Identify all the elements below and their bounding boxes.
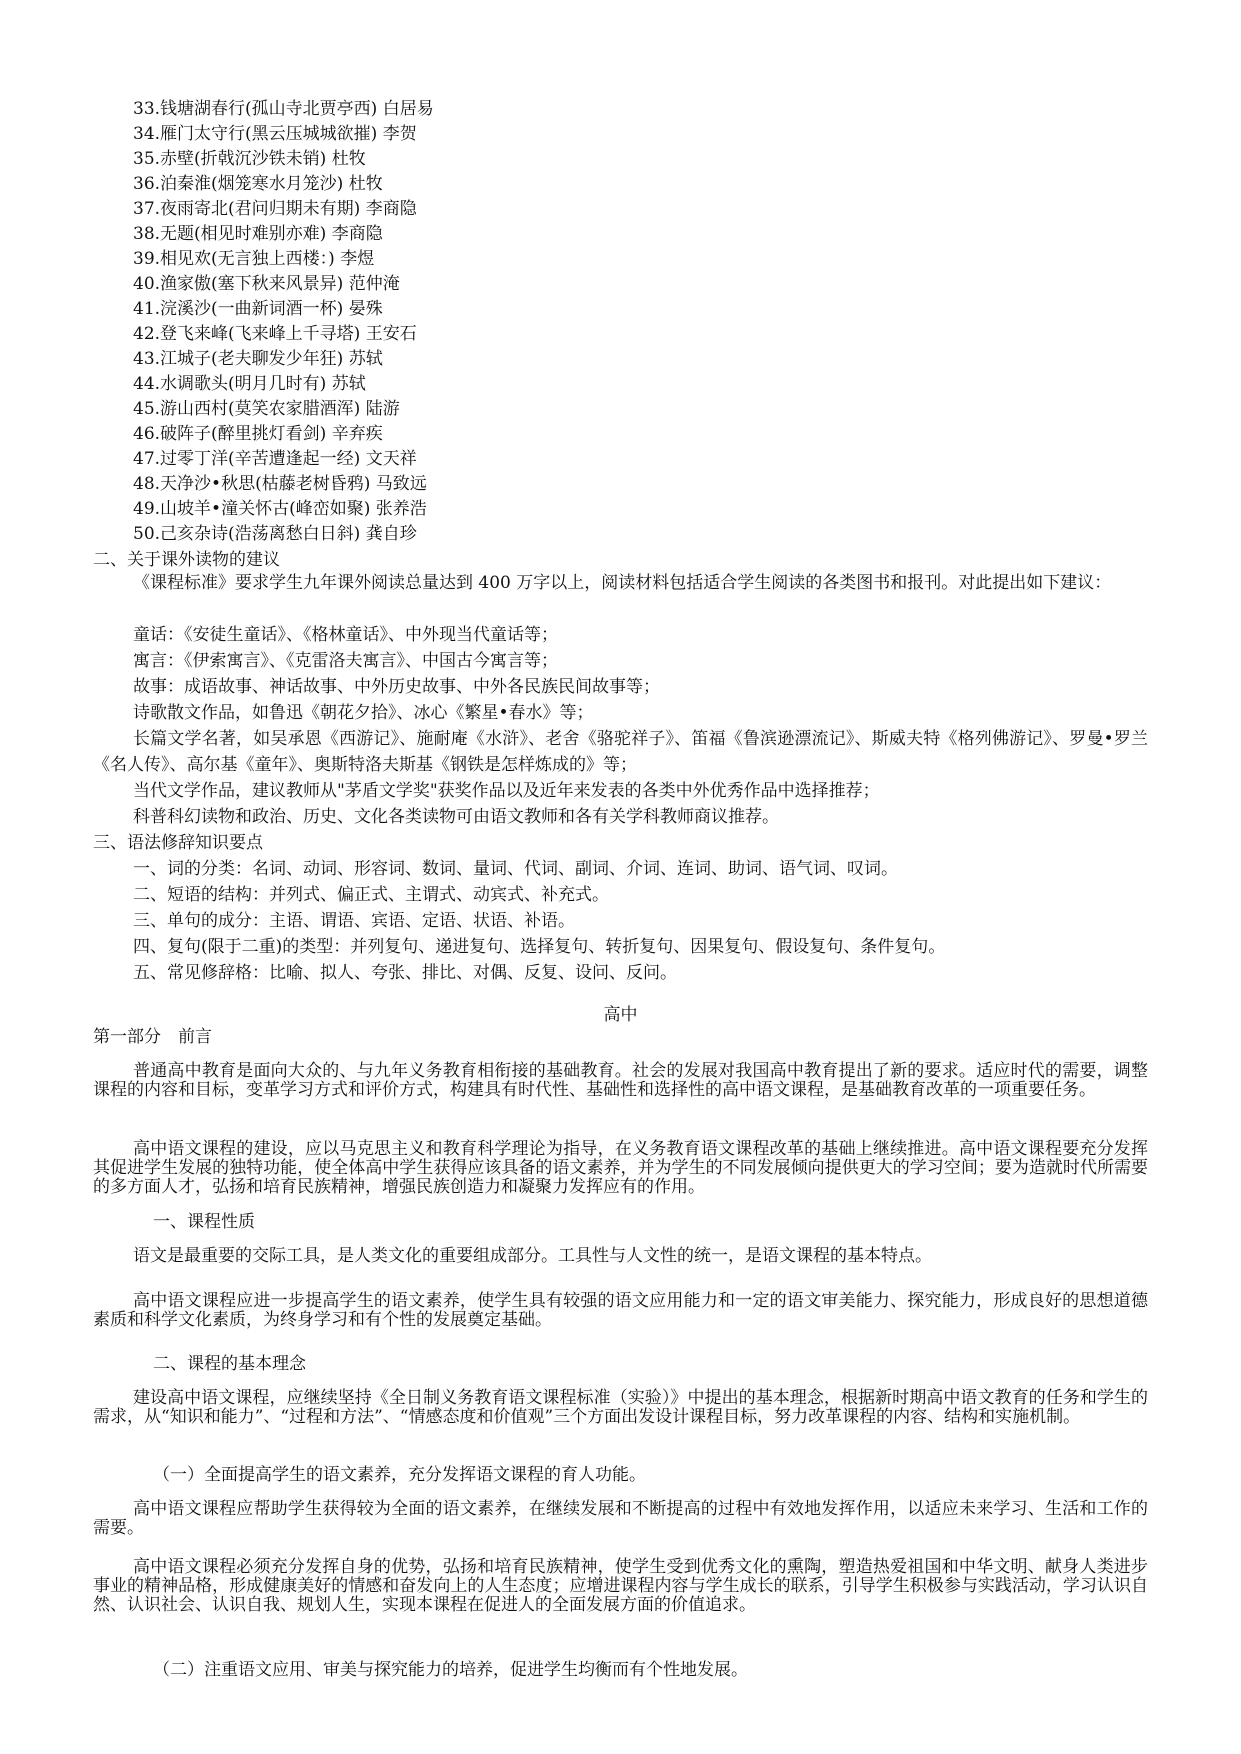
list-item: 44.水调歌头(明月几时有) 苏轼 — [133, 374, 366, 394]
list-item: 35.赤壁(折戟沉沙铁未销) 杜牧 — [133, 149, 366, 169]
body-paragraph: 高中语文课程应帮助学生获得较为全面的语文素养，在继续发展和不断提高的过程中有效地发挥作用，以适应未来学习、生活和工作的需要。 — [93, 1499, 1148, 1538]
list-item: 39.相见欢(无言独上西楼：) 李煜 — [133, 249, 375, 269]
body-paragraph: 建设高中语文课程，应继续坚持《全日制义务教育语文课程标准（实验）》中提出的基本理念，根据新时期高中语文教育的任务和学生的需求，从“知识和能力”、“过程和方法”、“情感态度和价值观”三个方面出发设计课程目标，努力改革课程的内容、结构和实施机制。 — [93, 1388, 1148, 1427]
poem-list — [133, 97, 434, 547]
list-item: 50.己亥杂诗(浩荡离愁白日斜) 龚自珍 — [133, 524, 417, 544]
subsection-heading: 一、课程性质 — [153, 1212, 255, 1232]
list-item: 41.浣溪沙(一曲新词酒一杯) 晏殊 — [133, 299, 383, 319]
reading-item: 童话：《安徒生童话》、《格林童话》、中外现当代童话等； — [133, 625, 558, 645]
body-paragraph: 语文是最重要的交际工具，是人类文化的重要组成部分。工具性与人文性的统一，是语文课程的基本特点。 — [133, 1246, 932, 1266]
list-item: 37.夜雨寄北(君问归期未有期) 李商隐 — [133, 199, 417, 219]
reading-science: 科普科幻读物和政治、历史、文化各类读物可由语文教师和各有关学科教师商议推荐。 — [133, 807, 779, 827]
list-item: 49.山坡羊•潼关怀古(峰峦如聚) 张养浩 — [133, 499, 427, 519]
list-item: 34.雁门太守行(黑云压城城欲摧) 李贺 — [133, 124, 417, 144]
list-item: 38.无题(相见时难别亦难) 李商隐 — [133, 224, 383, 244]
body-paragraph: 高中语文课程应进一步提高学生的语文素养，使学生具有较强的语文应用能力和一定的语文审美能力、探究能力，形成良好的思想道德素质和科学文化素质，为终身学习和有个性的发展奠定基础。 — [93, 1291, 1148, 1330]
list-item: 47.过零丁洋(辛苦遭逢起一经) 文天祥 — [133, 449, 417, 469]
list-item: 43.江城子(老夫聊发少年狂) 苏轼 — [133, 349, 383, 369]
principle-heading: （一）全面提高学生的语文素养，充分发挥语文课程的育人功能。 — [153, 1465, 646, 1485]
principle-heading: （二）注重语文应用、审美与探究能力的培养，促进学生均衡而有个性地发展。 — [153, 1660, 748, 1680]
reading-novels: 长篇文学名著，如吴承恩《西游记》、施耐庵《水浒》、老舍《骆驼祥子》、笛福《鲁滨逊漂流记》、斯威夫特《格列佛游记》、罗曼•罗兰《名人传》、高尔基《童年》、奥斯特洛夫斯基《钢铁是怎样炼成的》等； — [93, 729, 1148, 775]
grammar-item: 二、短语的结构：并列式、偏正式、主谓式、动宾式、补充式。 — [133, 885, 609, 905]
reading-item: 故事：成语故事、神话故事、中外历史故事、中外各民族民间故事等； — [133, 677, 660, 697]
reading-contemporary: 当代文学作品，建议教师从"茅盾文学奖"获奖作品以及近年来发表的各类中外优秀作品中选择推荐； — [133, 781, 880, 801]
list-item: 46.破阵子(醉里挑灯看剑) 辛弃疾 — [133, 424, 383, 444]
page-title: 高中 — [603, 1005, 638, 1025]
list-item: 36.泊秦淮(烟笼寒水月笼沙) 杜牧 — [133, 174, 383, 194]
grammar-item: 四、复句(限于二重)的类型：并列复句、递进复句、选择复句、转折复句、因果复句、假设复句、条件复句。 — [133, 937, 946, 957]
section-heading-reading: 二、关于课外读物的建议 — [93, 550, 280, 570]
list-item: 42.登飞来峰(飞来峰上千寻塔) 王安石 — [133, 324, 417, 344]
part-heading: 第一部分 前言 — [93, 1027, 212, 1047]
list-item: 48.天净沙•秋思(枯藤老树昏鸦) 马致远 — [133, 474, 427, 494]
subsection-heading: 二、课程的基本理念 — [153, 1354, 306, 1374]
reading-intro: 《课程标准》要求学生九年课外阅读总量达到 400 万字以上，阅读材料包括适合学生阅读的各类图书和报刊。对此提出如下建议： — [133, 573, 1112, 593]
reading-item: 诗歌散文作品，如鲁迅《朝花夕拾》、冰心《繁星•春水》等； — [133, 703, 594, 723]
body-paragraph: 高中语文课程必须充分发挥自身的优势，弘扬和培育民族精神，使学生受到优秀文化的熏陶，塑造热爱祖国和中华文明、献身人类进步事业的精神品格，形成健康美好的情感和奋发向上的人生态度；应增进课程内容与学生成长的联系，引导学生积极参与实践活动，学习认识自然、认识社会、认识自我、规划人生，实现本课程在促进人的全面发展方面的价值追求。 — [93, 1557, 1148, 1615]
list-item: 40.渔家傲(塞下秋来风景异) 范仲淹 — [133, 274, 400, 294]
list-item: 33.钱塘湖春行(孤山寺北贾亭西) 白居易 — [133, 99, 434, 119]
list-item: 45.游山西村(莫笑农家腊酒浑) 陆游 — [133, 399, 400, 419]
reading-item: 寓言：《伊索寓言》、《克雷洛夫寓言》、中国古今寓言等； — [133, 651, 558, 671]
grammar-item: 三、单句的成分：主语、谓语、宾语、定语、状语、补语。 — [133, 911, 575, 931]
section-heading-grammar: 三、语法修辞知识要点 — [93, 833, 263, 853]
grammar-item: 五、常见修辞格：比喻、拟人、夸张、排比、对偶、反复、设问、反问。 — [133, 963, 677, 983]
preface-paragraph: 高中语文课程的建设，应以马克思主义和教育科学理论为指导，在义务教育语文课程改革的基础上继续推进。高中语文课程要充分发挥其促进学生发展的独特功能，使全体高中学生获得应该具备的语文素养，并为学生的不同发展倾向提供更大的学习空间；要为造就时代所需要的多方面人才，弘扬和培育民族精神，增强民族创造力和凝聚力发挥应有的作用。 — [93, 1139, 1148, 1197]
grammar-item: 一、词的分类：名词、动词、形容词、数词、量词、代词、副词、介词、连词、助词、语气词、叹词。 — [133, 859, 898, 879]
preface-paragraph: 普通高中教育是面向大众的、与九年义务教育相衔接的基础教育。社会的发展对我国高中教育提出了新的要求。适应时代的需要，调整课程的内容和目标，变革学习方式和评价方式，构建具有时代性、基础性和选择性的高中语文课程，是基础教育改革的一项重要任务。 — [93, 1061, 1148, 1100]
